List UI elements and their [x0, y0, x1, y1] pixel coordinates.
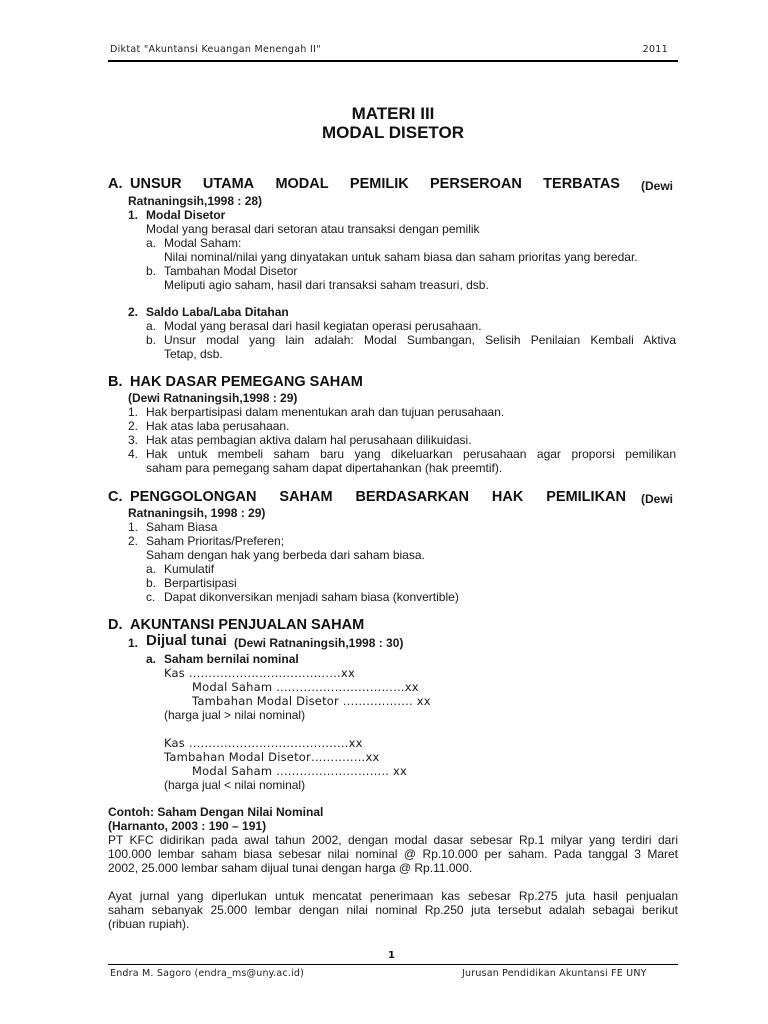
header-year: 2011	[642, 44, 668, 55]
section-d-heading: AKUNTANSI PENJUALAN SAHAM	[130, 617, 365, 633]
section-d-letter: D.	[108, 617, 123, 633]
journal-entry-debit: Tambahan Modal Disetor………..…xx	[164, 750, 380, 764]
section-c-heading: PENGGOLONGAN SAHAM BERDASARKAN HAK PEMILIKAN	[130, 489, 626, 505]
section-a-citation-start: (Dewi	[641, 179, 674, 193]
example-paragraph-line: saham sebanyak 25.000 lembar dengan nilai nominal Rp.250 juta tersebut adalah sebagai berikut	[108, 903, 678, 917]
section-b-letter: B.	[108, 374, 123, 390]
example-paragraph-line: 100.000 lembar saham biasa sebesar nilai nominal @ Rp.10.000 per saham. Pada tanggal 3 Maret	[108, 847, 678, 861]
subitem-text: Kumulatif	[164, 562, 215, 576]
section-c-citation-start: (Dewi	[641, 492, 674, 506]
section-a-letter: A.	[108, 176, 123, 192]
example-title: Contoh: Saham Dengan Nilai Nominal	[108, 805, 324, 819]
item-number: 4.	[128, 447, 139, 461]
item-number: 2.	[128, 305, 139, 319]
subitem-text-cont: Tetap, dsb.	[164, 347, 223, 361]
subitem-letter: a.	[146, 236, 157, 250]
item-text: Hak atas pembagian aktiva dalam hal perusahaan dilikuidasi.	[146, 433, 472, 447]
footer-department: Jurusan Pendidikan Akuntansi FE UNY	[462, 968, 647, 979]
example-paragraph-line: PT KFC didirikan pada awal tahun 2002, dengan modal dasar sebesar Rp.1 milyar yang terdiri dari	[108, 833, 678, 847]
item-desc: Saham dengan hak yang berbeda dari saham biasa.	[146, 548, 425, 562]
item-number: 1.	[128, 520, 139, 534]
subitem-desc: Nilai nominal/nilai yang dinyatakan untuk saham biasa dan saham prioritas yang beredar.	[164, 250, 638, 264]
example-citation: (Harnanto, 2003 : 190 – 191)	[108, 819, 267, 833]
journal-note: (harga jual < nilai nominal)	[164, 778, 306, 792]
subitem-text: Berpartisipasi	[164, 576, 237, 590]
item-number: 2.	[128, 419, 139, 433]
item-text: Hak untuk membeli saham baru yang dikeluarkan perusahaan agar proporsi pemilikan	[146, 447, 676, 461]
journal-entry-credit: Modal Saham ……………………….. xx	[192, 764, 407, 778]
section-a-citation-end: Ratnaningsih,1998 : 28)	[128, 194, 263, 208]
item-number: 3.	[128, 433, 139, 447]
item-title: Saldo Laba/Laba Ditahan	[146, 305, 289, 319]
example-paragraph-line: (ribuan rupiah).	[108, 917, 190, 931]
item-text-cont: saham para pemegang saham dapat dipertahankan (hak preemtif).	[146, 461, 503, 475]
journal-entry-credit: Modal Saham ……………………………xx	[192, 680, 419, 694]
item-desc: Modal yang berasal dari setoran atau transaksi dengan pemilik	[146, 222, 480, 236]
section-a-heading: UNSUR UTAMA MODAL PEMILIK PERSEROAN TERBATAS	[130, 176, 620, 192]
journal-note: (harga jual > nilai nominal)	[164, 708, 306, 722]
subitem-desc: Meliputi agio saham, hasil dari transaksi saham treasuri, dsb.	[164, 278, 489, 292]
subitem-letter: b.	[146, 333, 157, 347]
item-text: Saham Prioritas/Preferen;	[146, 534, 285, 548]
footer-divider	[108, 964, 678, 965]
subitem-letter: a.	[146, 652, 157, 666]
item-number: 1.	[128, 636, 139, 650]
item-title: Dijual tunai	[146, 632, 227, 649]
subitem-title: Tambahan Modal Disetor	[164, 264, 298, 278]
example-paragraph-line: 2002, 25.000 lembar saham dijual tunai dengan harga @ Rp.11.000.	[108, 861, 473, 875]
subitem-letter: b.	[146, 264, 157, 278]
page-header	[110, 44, 668, 58]
subitem-letter: b.	[146, 576, 157, 590]
subitem-text: Modal yang berasal dari hasil kegiatan operasi perusahaan.	[164, 319, 482, 333]
subitem-letter: a.	[146, 319, 157, 333]
subitem-text: Unsur modal yang lain adalah: Modal Sumbangan, Selisih Penilaian Kembali Aktiva	[164, 333, 676, 347]
page-number: 1	[388, 950, 395, 961]
document-title-line2: MODAL DISETOR	[322, 123, 464, 142]
journal-entry-debit: Kas …………………………………xx	[164, 666, 355, 680]
journal-entry-credit: Tambahan Modal Disetor ……..………. xx	[192, 694, 431, 708]
item-number: 1.	[128, 208, 139, 222]
footer-author: Endra M. Sagoro (endra_ms@uny.ac.id)	[110, 968, 305, 979]
item-title: Modal Disetor	[146, 208, 226, 222]
header-title: Diktat "Akuntansi Keuangan Menengah II"	[110, 44, 321, 55]
header-divider	[108, 60, 678, 62]
item-text: Saham Biasa	[146, 520, 218, 534]
section-c-citation-end: Ratnaningsih, 1998 : 29)	[128, 506, 266, 520]
subitem-title: Modal Saham:	[164, 236, 242, 250]
subitem-text: Dapat dikonversikan menjadi saham biasa (konvertible)	[164, 590, 459, 604]
document-title-line1: MATERI III	[351, 104, 435, 123]
journal-entry-debit: Kas ………………………………..…xx	[164, 736, 363, 750]
item-text: Hak berpartisipasi dalam menentukan arah dan tujuan perusahaan.	[146, 405, 505, 419]
subitem-letter: a.	[146, 562, 157, 576]
section-c-letter: C.	[108, 489, 123, 505]
subitem-title: Saham bernilai nominal	[164, 652, 299, 666]
example-paragraph-line: Ayat jurnal yang diperlukan untuk mencatat penerimaan kas sebesar Rp.275 juta hasil penjualan	[108, 889, 678, 903]
item-text: Hak atas laba perusahaan.	[146, 419, 290, 433]
section-b-citation: (Dewi Ratnaningsih,1998 : 29)	[128, 391, 298, 405]
item-number: 1.	[128, 405, 139, 419]
item-number: 2.	[128, 534, 139, 548]
section-b-heading: HAK DASAR PEMEGANG SAHAM	[130, 374, 363, 390]
subitem-letter: c.	[146, 590, 156, 604]
item-citation: (Dewi Ratnaningsih,1998 : 30)	[234, 636, 404, 650]
